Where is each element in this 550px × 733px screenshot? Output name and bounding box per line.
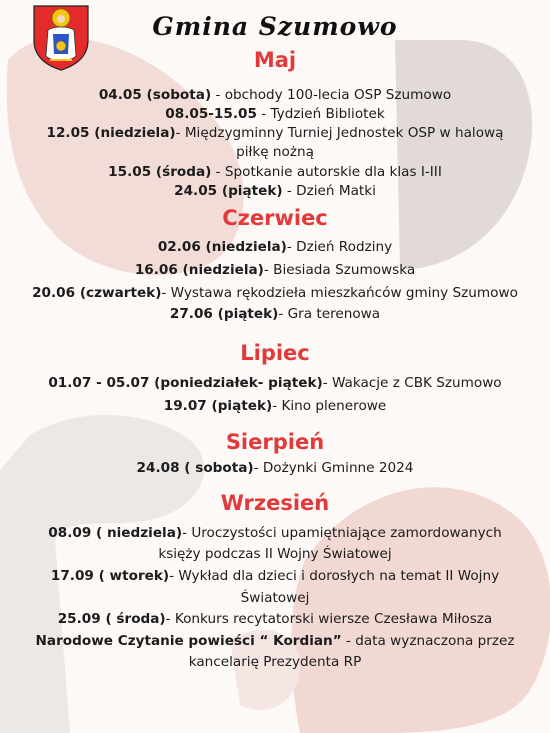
event-item: [20, 124, 530, 143]
event-description: - obchody 100-lecia OSP Szumowo: [211, 87, 452, 103]
event-description: - Dożynki Gminne 2024: [253, 460, 414, 476]
event-date: 27.06 (piątek): [169, 306, 279, 322]
event-description: - Dzień Matki: [282, 183, 376, 199]
month-heading-sierpien: Sierpień: [225, 430, 325, 454]
event-item-continuation: [20, 143, 530, 162]
event-description: - Kino plenerowe: [272, 398, 387, 414]
event-item: [20, 182, 530, 201]
event-description: - Spotkanie autorskie dla klas I-III: [211, 164, 442, 180]
event-date: 16.06 (niedziela): [134, 262, 264, 278]
event-description: - Dzień Rodziny: [286, 239, 393, 255]
event-description: - Wystawa rękodzieła mieszkańców gminy Szumowo: [161, 285, 518, 301]
event-date: 17.09 ( wtorek): [50, 568, 170, 584]
event-item: [20, 567, 530, 586]
event-date: 08.09 ( niedziela): [48, 525, 183, 541]
event-item: [20, 524, 530, 543]
event-item: [20, 459, 530, 478]
event-item: [20, 374, 530, 393]
event-item: [20, 284, 530, 303]
page-title: Gmina Szumowo: [152, 12, 398, 41]
event-item: [20, 305, 530, 324]
event-description: księży podczas II Wojny Światowej: [158, 546, 392, 562]
event-description: - Biesiada Szumowska: [263, 262, 416, 278]
event-date: 19.07 (piątek): [163, 398, 273, 414]
event-item: [20, 238, 530, 257]
event-description: - Tydzień Bibliotek: [256, 106, 385, 122]
event-description: - Wakacje z CBK Szumowo: [322, 375, 502, 391]
month-heading-czerwiec: Czerwiec: [222, 206, 328, 230]
event-item-continuation: [20, 589, 530, 608]
event-item: [20, 610, 530, 629]
event-description: - Gra terenowa: [278, 306, 381, 322]
event-date: 04.05 (sobota): [98, 87, 212, 103]
event-date: 02.06 (niedziela): [157, 239, 287, 255]
event-item: [20, 632, 530, 651]
event-item-continuation: [20, 653, 530, 672]
event-description: - Uroczystości upamiętniające zamordowanych: [182, 525, 502, 541]
event-item: [20, 86, 530, 105]
event-item: [20, 105, 530, 124]
event-date: 12.05 (niedziela): [46, 125, 176, 141]
event-description: Światowej: [240, 590, 310, 606]
event-date: 25.09 ( środa): [57, 611, 166, 627]
event-item: [20, 261, 530, 280]
month-heading-lipiec: Lipiec: [240, 341, 310, 365]
event-description: - data wyznaczona przez: [341, 633, 515, 649]
event-item: [20, 163, 530, 182]
month-heading-wrzesien: Wrzesień: [220, 491, 330, 515]
event-date: 08.05-15.05: [165, 106, 257, 122]
event-description: - Konkurs recytatorski wiersze Czesława Miłosza: [165, 611, 493, 627]
event-date: 20.06 (czwartek): [32, 285, 162, 301]
event-date: 24.08 ( sobota): [136, 460, 254, 476]
event-description: piłkę nożną: [236, 144, 314, 160]
event-date: 01.07 - 05.07 (poniedziałek- piątek): [48, 375, 323, 391]
event-description: - Wykład dla dzieci i dorosłych na temat II Wojny: [169, 568, 500, 584]
event-date: Narodowe Czytanie powieści “ Kordian”: [35, 633, 342, 649]
event-description: kancelarię Prezydenta RP: [188, 654, 362, 670]
month-heading-maj: Maj: [253, 48, 297, 72]
event-item: [20, 397, 530, 416]
event-item-continuation: [20, 545, 530, 564]
event-description: - Międzygminny Turniej Jednostek OSP w halową: [175, 125, 504, 141]
event-date: 15.05 (środa): [108, 164, 212, 180]
event-date: 24.05 (piątek): [174, 183, 283, 199]
